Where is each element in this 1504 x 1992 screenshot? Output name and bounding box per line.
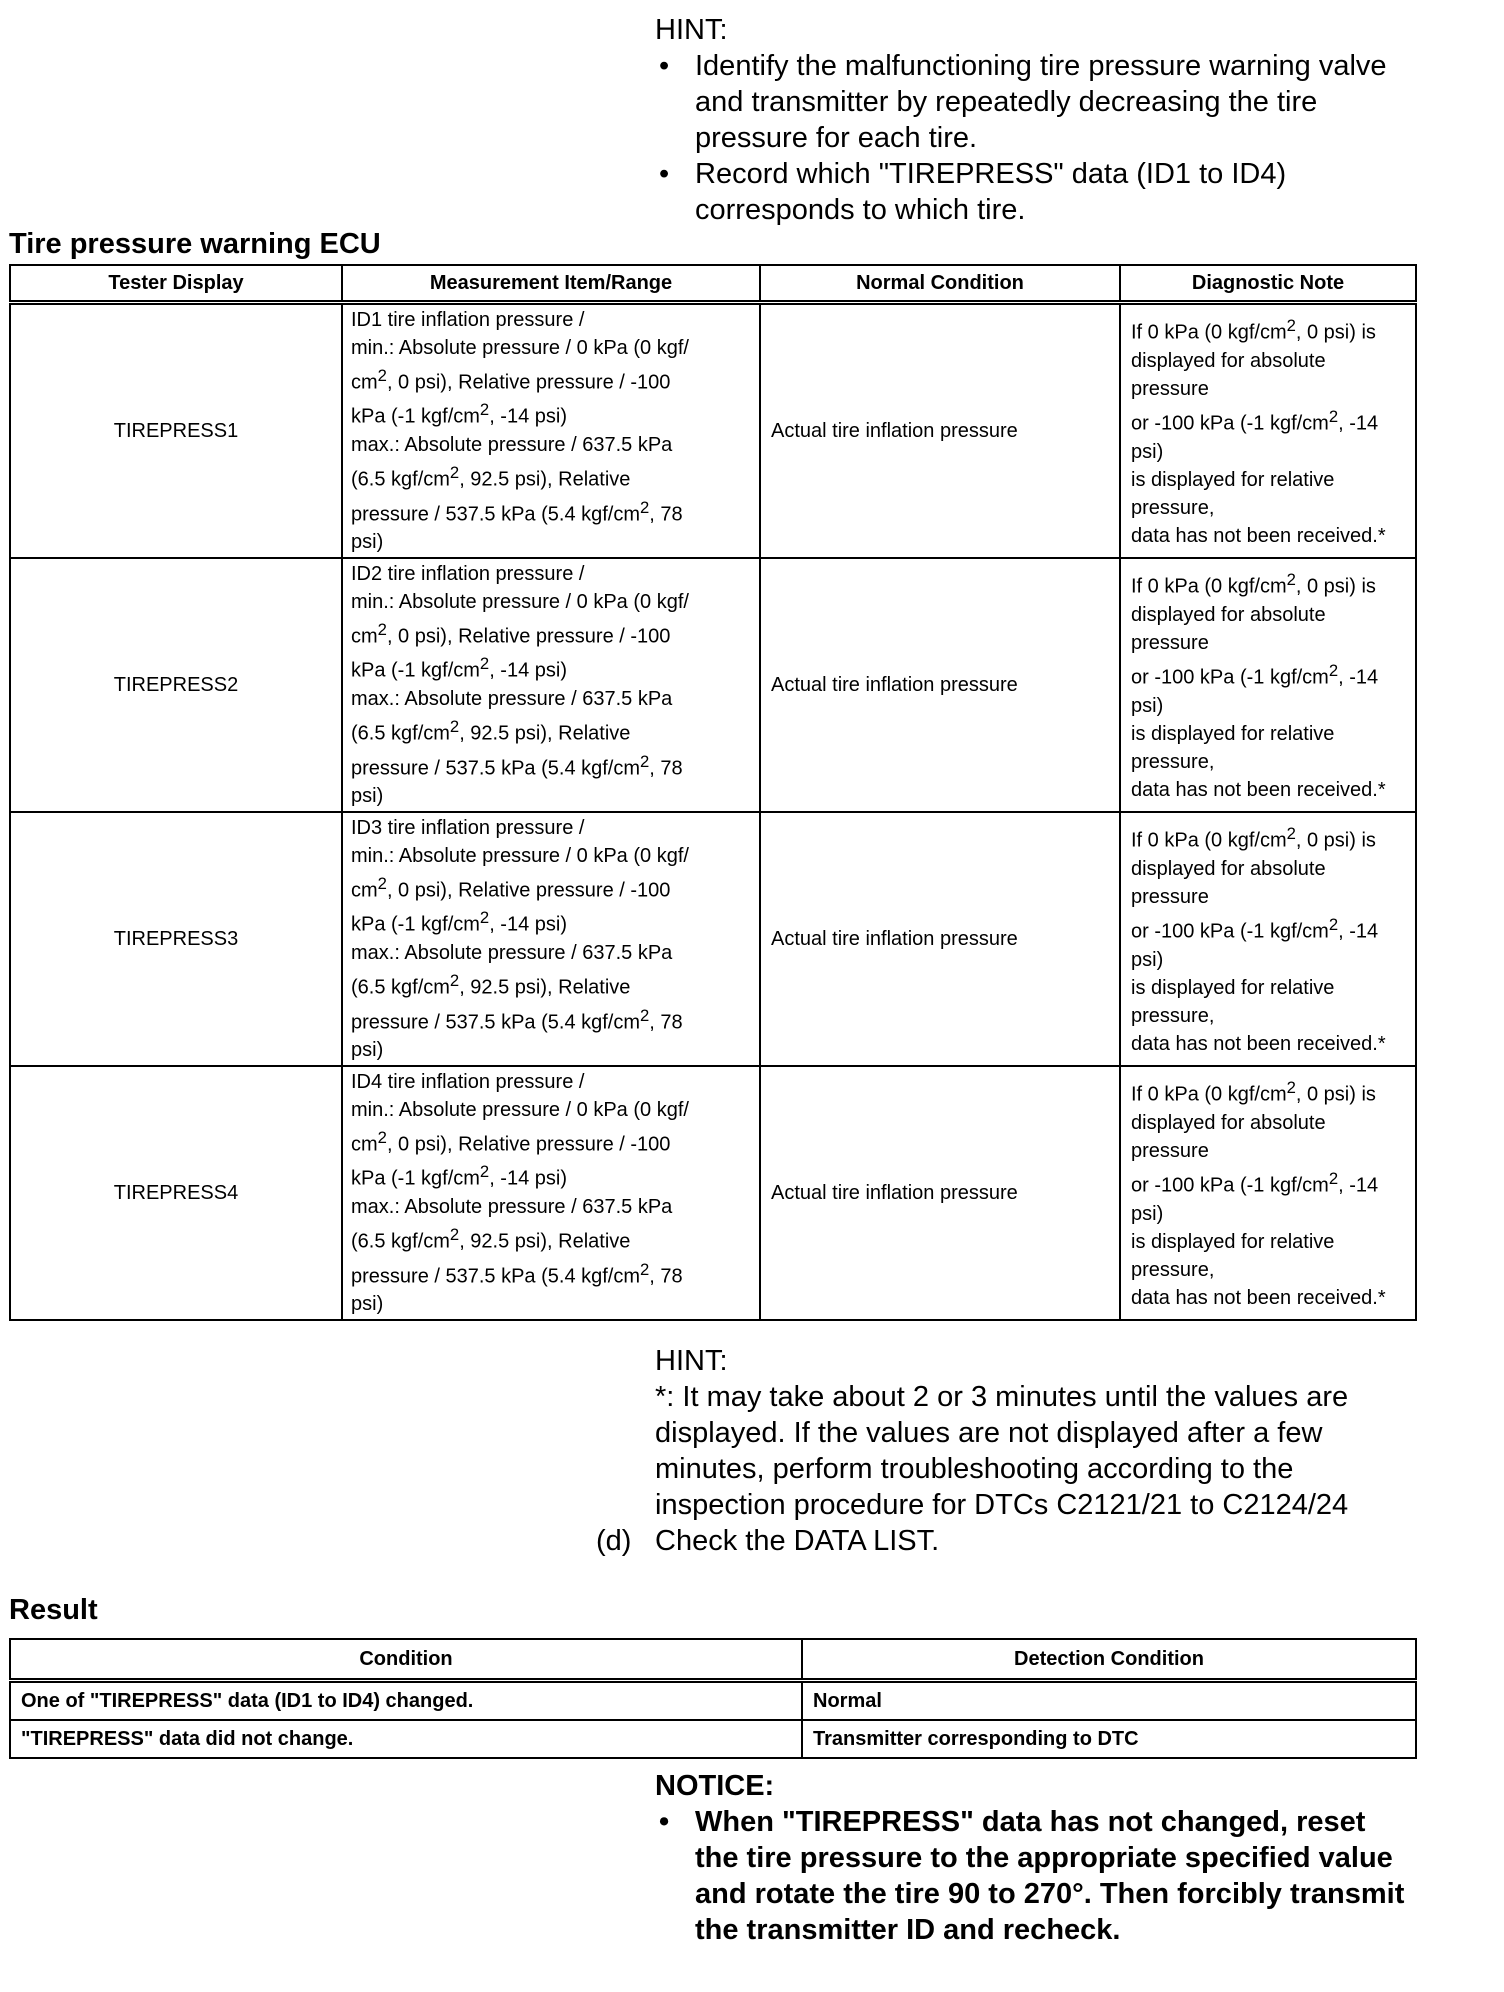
table-row — [10, 1066, 1416, 1320]
note-text: is displayed for relative pressure, — [1131, 1230, 1335, 1281]
tester-display-cell: TIREPRESS4 — [10, 1066, 342, 1320]
diagnostic-note-cell — [1120, 812, 1416, 1066]
meas-text: cm — [351, 371, 378, 394]
condition-cell: "TIREPRESS" data did not change. — [10, 1720, 802, 1758]
meas-text: psi) — [351, 1039, 384, 1062]
superscript: 2 — [1286, 316, 1296, 336]
superscript: 2 — [449, 1225, 460, 1244]
note-text: displayed for absolute pressure — [1131, 1112, 1326, 1162]
column-header: Measurement Item/Range — [342, 265, 760, 303]
diagnostic-note-cell — [1120, 558, 1416, 812]
notice-label: NOTICE: — [655, 1770, 775, 1802]
section-title-ecu: Tire pressure warning ECU — [9, 228, 381, 260]
note-text: , -14 psi) — [1131, 1174, 1379, 1225]
superscript: 2 — [479, 908, 490, 928]
note-text: , -14 psi) — [1131, 666, 1379, 717]
note-text: , 0 psi) is — [1295, 322, 1376, 344]
measurement-cell — [342, 303, 760, 559]
result-table — [9, 1638, 1417, 1759]
detection-cell: Transmitter corresponding to DTC — [802, 1720, 1416, 1758]
meas-text: , -14 psi) — [489, 660, 567, 682]
meas-text: max.: Absolute pressure / 637.5 kPa — [351, 688, 673, 710]
meas-text: , 0 psi), Relative pressure / -100 — [386, 625, 671, 648]
hint-item: • Identify the malfunctioning tire pressure warning valve and transmitter by repeatedly decreasing the tire pressure for each tire. — [655, 48, 1415, 156]
superscript: 2 — [640, 1005, 650, 1025]
meas-text: pressure / 537.5 kPa (5.4 kgf/cm — [351, 1265, 641, 1288]
meas-text: ID3 tire inflation pressure / — [351, 816, 585, 839]
note-text: displayed for absolute pressure — [1131, 858, 1326, 908]
meas-text: (6.5 kgf/cm — [351, 1230, 450, 1253]
meas-text: , 0 psi), Relative pressure / -100 — [386, 1133, 671, 1156]
step-text: Check the DATA LIST. — [655, 1525, 940, 1557]
tester-display-cell: TIREPRESS1 — [10, 303, 342, 559]
note-text: displayed for absolute pressure — [1131, 604, 1326, 654]
meas-text: max.: Absolute pressure / 637.5 kPa — [351, 942, 673, 964]
step-d — [596, 1523, 1416, 1559]
meas-text: , -14 psi) — [489, 914, 567, 936]
superscript: 2 — [377, 1127, 387, 1147]
superscript: 2 — [1328, 407, 1339, 426]
meas-text: kPa (-1 kgf/cm — [351, 660, 480, 682]
notice — [655, 1768, 1415, 1948]
meas-text: min.: Absolute pressure / 0 kPa (0 kgf/ — [351, 590, 689, 613]
notice-item: • When "TIREPRESS" data has not changed, reset the tire pressure to the appropriate specified value and rotate the tire 90 to 270°. Then forcibly transmit the transmitter ID and recheck. — [655, 1804, 1415, 1948]
meas-text: min.: Absolute pressure / 0 kPa (0 kgf/ — [351, 844, 689, 867]
section-title-result: Result — [9, 1594, 98, 1626]
note-text: or -100 kPa (-1 kgf/cm — [1131, 412, 1329, 435]
hint-list — [655, 48, 1415, 228]
normal-condition-cell: Actual tire inflation pressure — [760, 303, 1120, 559]
meas-text: , 92.5 psi), Relative — [459, 1230, 631, 1253]
superscript: 2 — [1328, 661, 1339, 680]
normal-condition-cell: Actual tire inflation pressure — [760, 558, 1120, 812]
note-text: is displayed for relative pressure, — [1131, 976, 1335, 1027]
meas-text: max.: Absolute pressure / 637.5 kPa — [351, 1196, 673, 1218]
meas-text: , 0 psi), Relative pressure / -100 — [386, 879, 671, 902]
note-text: is displayed for relative pressure, — [1131, 468, 1335, 519]
measurement-cell — [342, 812, 760, 1066]
meas-text: ID4 tire inflation pressure / — [351, 1070, 585, 1093]
measurement-cell — [342, 558, 760, 812]
superscript: 2 — [1328, 1169, 1339, 1188]
meas-text: ID2 tire inflation pressure / — [351, 562, 585, 585]
condition-cell: One of "TIREPRESS" data (ID1 to ID4) changed. — [10, 1681, 802, 1721]
tester-display-cell: TIREPRESS2 — [10, 558, 342, 812]
measurement-cell — [342, 1066, 760, 1320]
note-text: data has not been received.* — [1131, 1286, 1386, 1309]
note-text: , 0 psi) is — [1295, 830, 1376, 852]
superscript: 2 — [640, 497, 650, 517]
note-text: displayed for absolute pressure — [1131, 350, 1326, 400]
table-row — [10, 558, 1416, 812]
column-header: Diagnostic Note — [1120, 265, 1416, 303]
note-text: , -14 psi) — [1131, 920, 1379, 971]
note-text: or -100 kPa (-1 kgf/cm — [1131, 920, 1329, 943]
meas-text: psi) — [351, 1293, 384, 1316]
table-row — [10, 303, 1416, 559]
superscript: 2 — [1286, 1078, 1296, 1098]
ecu-data-table — [9, 264, 1417, 1321]
column-header: Tester Display — [10, 265, 342, 303]
diagnostic-note-cell — [1120, 1066, 1416, 1320]
column-header: Detection Condition — [802, 1639, 1416, 1681]
meas-text: kPa (-1 kgf/cm — [351, 1168, 480, 1190]
superscript: 2 — [1328, 915, 1339, 934]
tester-display-cell: TIREPRESS3 — [10, 812, 342, 1066]
hint-label: HINT: — [655, 1345, 728, 1377]
meas-text: min.: Absolute pressure / 0 kPa (0 kgf/ — [351, 336, 689, 359]
table-row — [10, 812, 1416, 1066]
note-text: or -100 kPa (-1 kgf/cm — [1131, 666, 1329, 689]
notice-list — [655, 1804, 1415, 1948]
table-header-row — [10, 1639, 1416, 1681]
meas-text: , 78 — [649, 757, 683, 780]
superscript: 2 — [479, 654, 490, 674]
meas-text: , 78 — [649, 1011, 683, 1034]
meas-text: min.: Absolute pressure / 0 kPa (0 kgf/ — [351, 1098, 689, 1121]
column-header: Normal Condition — [760, 265, 1120, 303]
meas-text: , 78 — [649, 1265, 683, 1288]
meas-text: , 78 — [649, 503, 683, 526]
meas-text: , 92.5 psi), Relative — [459, 722, 631, 745]
meas-text: (6.5 kgf/cm — [351, 976, 450, 999]
note-text: If 0 kPa (0 kgf/cm — [1131, 1084, 1287, 1106]
superscript: 2 — [377, 619, 387, 639]
superscript: 2 — [449, 971, 460, 990]
meas-text: , 0 psi), Relative pressure / -100 — [386, 371, 671, 394]
superscript: 2 — [377, 365, 387, 385]
hint-text: *: It may take about 2 or 3 minutes until the values are displayed. If the values are not displayed after a few minutes, perform troubleshooting according to the inspection procedure for DTCs C2121/21 to C2124/24 — [655, 1381, 1349, 1521]
superscript: 2 — [1286, 824, 1296, 844]
meas-text: psi) — [351, 785, 384, 808]
meas-text: kPa (-1 kgf/cm — [351, 914, 480, 936]
hint-label: HINT: — [655, 14, 728, 46]
meas-text: cm — [351, 879, 378, 902]
note-text: , 0 psi) is — [1295, 576, 1376, 598]
detection-cell: Normal — [802, 1681, 1416, 1721]
table-header-row — [10, 265, 1416, 303]
note-text: , -14 psi) — [1131, 412, 1379, 463]
superscript: 2 — [640, 1259, 650, 1279]
meas-text: psi) — [351, 531, 384, 554]
meas-text: , 92.5 psi), Relative — [459, 468, 631, 491]
note-text: is displayed for relative pressure, — [1131, 722, 1335, 773]
note-text: If 0 kPa (0 kgf/cm — [1131, 576, 1287, 598]
meas-text: cm — [351, 625, 378, 648]
table-row — [10, 1681, 1416, 1721]
hint-top — [655, 12, 1415, 228]
meas-text: pressure / 537.5 kPa (5.4 kgf/cm — [351, 757, 641, 780]
superscript: 2 — [479, 400, 490, 420]
superscript: 2 — [449, 463, 460, 482]
superscript: 2 — [377, 873, 387, 893]
meas-text: ID1 tire inflation pressure / — [351, 308, 585, 331]
note-text: data has not been received.* — [1131, 778, 1386, 801]
meas-text: cm — [351, 1133, 378, 1156]
hint-item: • Record which "TIREPRESS" data (ID1 to ID4) corresponds to which tire. — [655, 156, 1415, 228]
meas-text: pressure / 537.5 kPa (5.4 kgf/cm — [351, 503, 641, 526]
table-row — [10, 1720, 1416, 1758]
superscript: 2 — [640, 751, 650, 771]
hint-bottom — [655, 1343, 1415, 1523]
normal-condition-cell: Actual tire inflation pressure — [760, 812, 1120, 1066]
note-text: data has not been received.* — [1131, 524, 1386, 547]
superscript: 2 — [449, 717, 460, 736]
meas-text: , -14 psi) — [489, 406, 567, 428]
superscript: 2 — [479, 1162, 490, 1182]
meas-text: pressure / 537.5 kPa (5.4 kgf/cm — [351, 1011, 641, 1034]
note-text: or -100 kPa (-1 kgf/cm — [1131, 1174, 1329, 1197]
superscript: 2 — [1286, 570, 1296, 590]
diagnostic-note-cell — [1120, 303, 1416, 559]
meas-text: (6.5 kgf/cm — [351, 722, 450, 745]
note-text: If 0 kPa (0 kgf/cm — [1131, 830, 1287, 852]
normal-condition-cell: Actual tire inflation pressure — [760, 1066, 1120, 1320]
meas-text: , -14 psi) — [489, 1168, 567, 1190]
meas-text: , 92.5 psi), Relative — [459, 976, 631, 999]
note-text: , 0 psi) is — [1295, 1084, 1376, 1106]
note-text: data has not been received.* — [1131, 1032, 1386, 1055]
meas-text: (6.5 kgf/cm — [351, 468, 450, 491]
step-letter: (d) — [596, 1525, 632, 1557]
column-header: Condition — [10, 1639, 802, 1681]
meas-text: kPa (-1 kgf/cm — [351, 406, 480, 428]
meas-text: max.: Absolute pressure / 637.5 kPa — [351, 434, 673, 456]
note-text: If 0 kPa (0 kgf/cm — [1131, 322, 1287, 344]
